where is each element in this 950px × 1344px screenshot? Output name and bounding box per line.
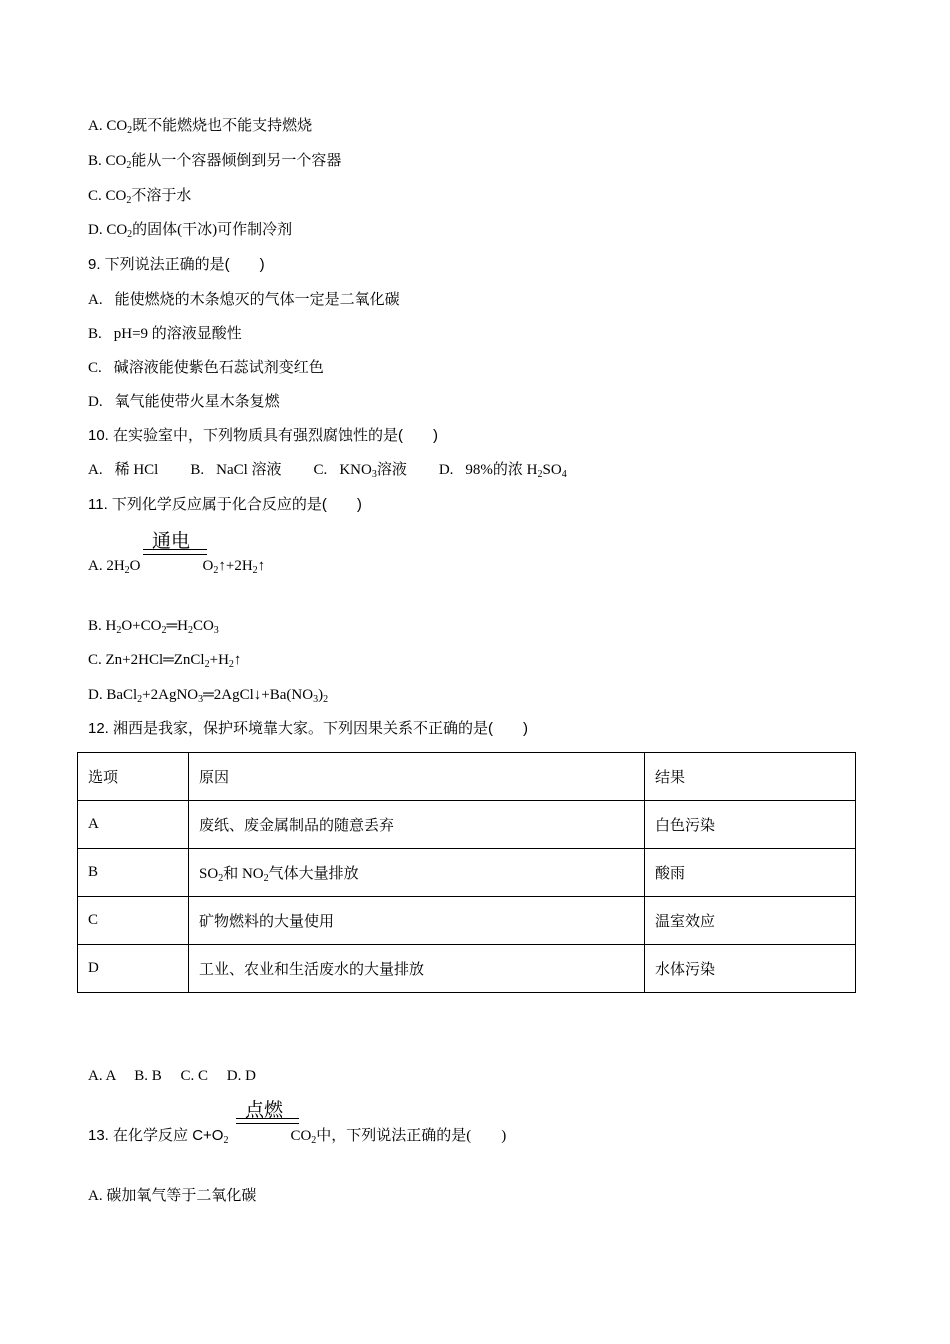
q13-stem (88, 1126, 506, 1146)
row-result: 水体污染 (645, 945, 856, 993)
q8-c-pre: C. CO (88, 188, 127, 204)
q11-c-p2: +H (209, 652, 229, 668)
q10-d-mid: SO (542, 462, 562, 478)
q8-a-pre: A. CO (88, 118, 128, 134)
q8-a-post: 既不能燃烧也不能支持燃烧 (132, 118, 313, 134)
q9-stem: 9. 下列说法正确的是( ) (88, 256, 265, 273)
q8-c-post: 不溶于水 (131, 188, 192, 204)
q9-option-b (88, 324, 242, 344)
q12-answers: A. A B. B C. C D. D (88, 1068, 256, 1084)
header-cause: 原因 (189, 753, 645, 801)
q11-option-b (88, 616, 219, 636)
header-option: 选项 (78, 753, 189, 801)
q11-d-p1: D. BaCl (88, 687, 138, 703)
q8-b-sub: 2 (126, 160, 132, 171)
q10-stem: 10. 在实验室中，下列物质具有强烈腐蚀性的是( ) (88, 427, 439, 444)
q9-b-text: pH=9 的溶液显酸性 (113, 326, 242, 342)
row-result: 白色污染 (645, 801, 856, 849)
q11-d-s3: 3 (313, 694, 319, 705)
q12-table (77, 752, 856, 993)
q9-option-d (88, 392, 280, 412)
q9-b-label: B. (88, 326, 102, 342)
q13-stem-co: CO (290, 1128, 312, 1144)
q11-c-s2: 2 (228, 659, 234, 670)
table-row (78, 849, 856, 897)
q9-option-c (88, 358, 324, 378)
q11-a-post: ↑ (257, 558, 266, 574)
q13-stem-sub1: 2 (223, 1135, 229, 1146)
q10-b-label: B. (190, 462, 205, 478)
q8-option-b (88, 151, 341, 171)
q9-d-label: D. (88, 394, 103, 410)
table-row (78, 897, 856, 945)
table-row (78, 945, 856, 993)
q11-b-s4: 3 (213, 625, 219, 636)
q10-c-post: 溶液 (376, 462, 407, 478)
q8-b-pre: B. CO (88, 153, 127, 169)
q10-c-sub: 3 (371, 469, 377, 480)
q10-c-pre: KNO (339, 462, 372, 478)
q8-a-sub: 2 (127, 125, 133, 136)
q10-d-sub2: 4 (561, 469, 567, 480)
q10-d-label: D. (438, 462, 454, 478)
row-option: B (78, 849, 189, 897)
q11-b-s1: 2 (116, 625, 122, 636)
q11-option-c (88, 650, 241, 670)
cause-sub2: 2 (263, 873, 269, 884)
q11-a-condition: 通电 (152, 531, 191, 552)
q8-d-post: 的固体(干冰)可作制冷剂 (132, 222, 293, 238)
row-cause: 矿物燃料的大量使用 (189, 897, 645, 945)
q11-c-p1: C. Zn+2HCl═ZnCl (88, 652, 205, 668)
q11-a-arrow (143, 549, 207, 555)
q10-options (88, 460, 567, 480)
q8-d-sub: 2 (127, 229, 133, 240)
q11-d-p3: ═2AgCl↓+Ba(NO (203, 687, 314, 703)
q8-option-a (88, 116, 312, 136)
q11-d-p4: ) (318, 687, 324, 703)
row-option: A (78, 801, 189, 849)
q10-a-label: A. (88, 462, 103, 478)
q10-d-pre: 98%的浓 H (465, 462, 538, 478)
q9-a-text: 能使燃烧的木条熄灭的气体一定是二氧化碳 (114, 292, 400, 308)
q11-b-p2: O+CO (121, 618, 162, 634)
q11-d-p2: +2AgNO (142, 687, 199, 703)
header-result: 结果 (645, 753, 856, 801)
q11-a-pre: A. 2H (88, 558, 125, 574)
q8-b-post: 能从一个容器倾倒到另一个容器 (131, 153, 342, 169)
q11-a-mid2: ↑+2H (218, 558, 253, 574)
row-cause: 工业、农业和生活废水的大量排放 (189, 945, 645, 993)
q9-c-label: C. (88, 360, 102, 376)
q11-b-s3: 2 (187, 625, 193, 636)
row-option: D (78, 945, 189, 993)
q13-stem-post: 中，下列说法正确的是( ) (316, 1128, 507, 1144)
q10-b-text: NaCl 溶液 (216, 462, 282, 478)
q11-a-sub2: 2 (213, 565, 219, 576)
q9-c-text: 碱溶液能使紫色石蕊试剂变红色 (113, 360, 324, 376)
table-header-row (78, 753, 856, 801)
q11-d-s4: 2 (323, 694, 329, 705)
q11-c-s1: 2 (204, 659, 210, 670)
row-cause: 废纸、废金属制品的随意丢弃 (189, 801, 645, 849)
q11-b-p4: CO (192, 618, 214, 634)
q9-a-label: A. (88, 292, 103, 308)
q11-b-s2: 2 (161, 625, 167, 636)
cause-post: 气体大量排放 (268, 866, 359, 882)
q10-c-label: C. (313, 462, 328, 478)
q8-c-sub: 2 (126, 195, 132, 206)
row-cause (189, 849, 645, 897)
q11-a-sub3: 2 (252, 565, 258, 576)
q11-stem: 11. 下列化学反应属于化合反应的是( ) (88, 496, 362, 513)
q11-option-d (88, 685, 328, 705)
q9-d-text: 氧气能使带火星木条复燃 (114, 394, 280, 410)
q11-d-s2: 3 (198, 694, 204, 705)
q11-a-mid: O (129, 558, 141, 574)
q11-b-p3: ═H (166, 618, 188, 634)
q11-c-p3: ↑ (233, 652, 242, 668)
q9-option-a (88, 290, 400, 310)
cause-mid: 和 NO (223, 866, 264, 882)
q11-d-s1: 2 (137, 694, 143, 705)
q8-d-pre: D. CO (88, 222, 128, 238)
q13-condition: 点燃 (245, 1100, 284, 1121)
q10-d-sub1: 2 (537, 469, 543, 480)
cause-pre: SO (199, 866, 219, 882)
q11-b-p1: B. H (88, 618, 117, 634)
q8-option-d (88, 220, 292, 240)
q8-option-c (88, 186, 191, 206)
row-result: 酸雨 (645, 849, 856, 897)
q13-option-a: A. 碳加氧气等于二氧化碳 (88, 1188, 257, 1204)
row-result: 温室效应 (645, 897, 856, 945)
q13-stem-sub2: 2 (311, 1135, 317, 1146)
q11-option-a (88, 556, 265, 576)
q12-stem: 12. 湘西是我家，保护环境靠大家。下列因果关系不正确的是( ) (88, 720, 529, 737)
table-row (78, 801, 856, 849)
q13-stem-pre: 13. 在化学反应 C+O (88, 1127, 224, 1144)
q10-a-text: 稀 HCl (114, 462, 159, 478)
row-option: C (78, 897, 189, 945)
q11-a-o2: O (202, 558, 214, 574)
q13-arrow (236, 1118, 299, 1124)
q11-a-sub1: 2 (124, 565, 130, 576)
cause-sub1: 2 (218, 873, 224, 884)
